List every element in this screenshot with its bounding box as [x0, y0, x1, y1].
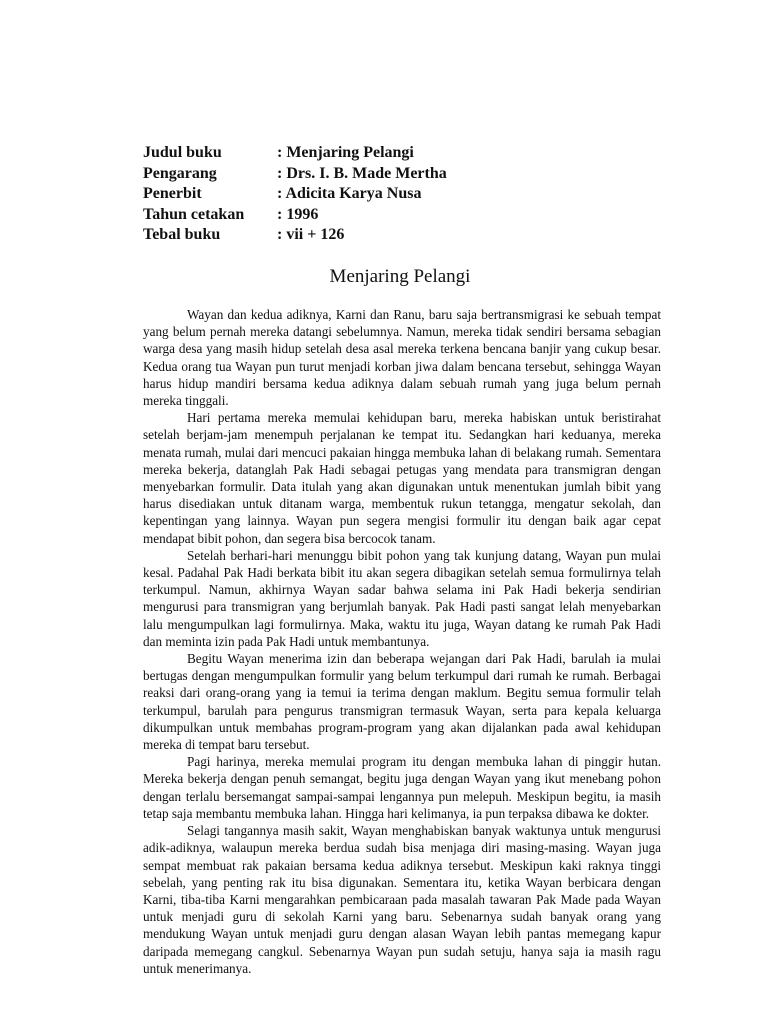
paragraph: Wayan dan kedua adiknya, Karni dan Ranu, baru saja bertransmigrasi ke sebuah tempat yang belum pernah mereka datangi sebelumnya. Namun, mereka tidak sendiri bersama sebagian warga desa yang masih hidup setelah desa asal mereka terkena bencana banjir yang cukup besar. Kedua orang tua Wayan pun turut menjadi korban jiwa dalam bencana tersebut, sehingga Wayan harus hidup mandiri bersama kedua adiknya dalam sebuah rumah yang juga belum pernah mereka tinggali.: [143, 307, 661, 409]
paragraph: Begitu Wayan menerima izin dan beberapa wejangan dari Pak Hadi, barulah ia mulai bertugas dengan mengumpulkan formulir yang belum terkumpul dari rumah ke rumah. Berbagai reaksi dari orang-orang yang ia temui ia terima dengan maklum. Begitu semua formulir telah terkumpul, barulah para pengurus transmigran termasuk Wayan, serta para kepala keluarga dikumpulkan untuk membahas program-program yang akan dijalankan pada awal kehidupan mereka di tempat baru tersebut.: [143, 651, 661, 753]
book-info-value: : Menjaring Pelangi: [277, 144, 414, 161]
book-info-label: Penerbit: [143, 185, 202, 202]
book-info-row-year: [143, 205, 643, 226]
book-info-value: : 1996: [277, 205, 319, 223]
paragraph: Setelah berhari-hari menunggu bibit pohon yang tak kunjung datang, Wayan pun mulai kesal. Padahal Pak Hadi berkata bibit itu akan segera dibagikan setelah semua formulirnya telah terkumpul. Namun, akhirnya Wayan sadar bahwa selama ini Pak Hadi bekerja sendirian mengurusi para transmigran yang berjumlah banyak. Pak Hadi pasti sangat lelah menyebarkan lalu mengumpulkan lagi formulirnya. Maka, waktu itu juga, Wayan datang ke rumah Pak Hadi dan meminta izin pada Pak Hadi untuk membantunya.: [143, 547, 661, 649]
book-info-label: Tahun cetakan: [143, 205, 245, 223]
book-info-row-author: [143, 164, 643, 185]
book-info-table: [143, 143, 643, 246]
book-info-label: Pengarang: [143, 164, 217, 182]
book-info-value: : vii + 126: [277, 226, 345, 243]
body-text: [143, 306, 661, 977]
document-title: Menjaring Pelangi: [329, 266, 471, 287]
book-info-label: Judul buku: [143, 144, 222, 161]
book-info-label: Tebal buku: [143, 226, 221, 243]
book-info-value: : Adicita Karya Nusa: [277, 185, 422, 202]
book-info-row-publisher: [143, 184, 643, 205]
book-info-row-title: [143, 143, 643, 164]
book-info-row-pages: [143, 225, 643, 246]
paragraph: Selagi tangannya masih sakit, Wayan menghabiskan banyak waktunya untuk mengurusi adik-adiknya, walaupun mereka berdua sudah bisa menjaga diri masing-masing. Wayan juga sempat membuat rak pakaian bersama kedua adiknya tersebut. Meskipun kaki raknya tinggi sebelah, yang penting rak itu bisa digunakan. Sementara itu, ketika Wayan berbicara dengan Karni, tiba-tiba Karni mengarahkan pembicaraan pada masalah tawaran Pak Made pada Wayan untuk menjadi guru di sekolah Karni yang baru. Sebenarnya sudah banyak orang yang mendukung Wayan untuk menjadi guru dengan alasan Wayan lebih pantas memegang kapur daripada memegang cangkul. Sebenarnya Wayan pun sudah setuju, hanya saja ia masih ragu untuk menerimanya.: [143, 823, 661, 976]
paragraph: Hari pertama mereka memulai kehidupan baru, mereka habiskan untuk beristirahat setelah berjam-jam menempuh perjalanan ke tempat itu. Sedangkan hari keduanya, mereka menata rumah, mulai dari mencuci pakaian hingga membuka lahan di belakang rumah. Sementara mereka bekerja, datanglah Pak Hadi sebagai petugas yang mendata para transmigran dengan menyebarkan formulir. Data itulah yang akan digunakan untuk menentukan jumlah bibit yang harus disediakan untuk ditanam warga, membentuk rukun tetangga, mengatur sekolah, dan kepentingan yang lainnya. Wayan pun segera mengisi formulir itu dengan baik agar cepat mendapat bibit pohon, dan segera bisa bercocok tanam.: [143, 410, 661, 546]
paragraph: Pagi harinya, mereka memulai program itu dengan membuka lahan di pinggir hutan. Mereka bekerja dengan penuh semangat, begitu juga dengan Wayan yang ikut menebang pohon dengan terlalu bersemangat sampai-sampai lengannya pun melepuh. Meskipun begitu, ia masih tetap saja membantu membuka lahan. Hingga hari kelimanya, ia pun terpaksa dibawa ke dokter.: [143, 754, 661, 821]
book-info-value: : Drs. I. B. Made Mertha: [277, 164, 447, 182]
